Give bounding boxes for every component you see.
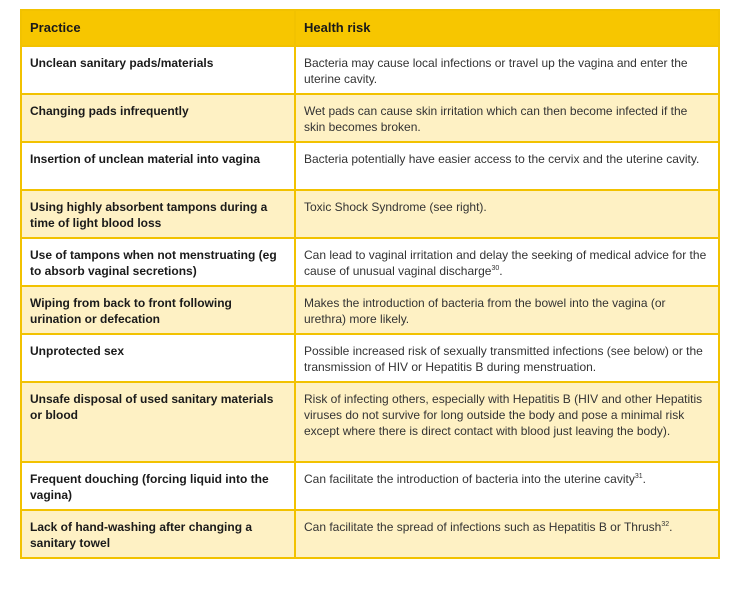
health-risk-text: Risk of infecting others, especially with Hepatitis B (HIV and other Hepatitis viruses do not survive for long outside the body and pose a minimal risk except where there is direct contact with blood just leaving the body). xyxy=(304,392,703,438)
practice-cell: Wiping from back to front following urination or defecation xyxy=(21,286,295,334)
reference-number: 30 xyxy=(491,265,500,272)
health-risk-cell xyxy=(295,382,719,462)
table-row xyxy=(21,142,719,190)
health-risk-cell xyxy=(295,334,719,382)
practice-cell: Unsafe disposal of used sanitary materials or blood xyxy=(21,382,295,462)
practice-cell: Unprotected sex xyxy=(21,334,295,382)
practice-cell: Insertion of unclean material into vagina xyxy=(21,142,295,190)
health-risk-cell xyxy=(295,462,719,510)
health-risk-cell xyxy=(295,238,719,286)
health-risk-text: Can facilitate the spread of infections such as Hepatitis B or Thrush xyxy=(304,520,662,534)
health-risk-cell xyxy=(295,142,719,190)
health-risk-text: Bacteria potentially have easier access to the cervix and the uterine cavity. xyxy=(304,152,700,166)
health-risk-cell xyxy=(295,190,719,238)
health-risk-text: Wet pads can cause skin irritation which can then become infected if the skin becomes broken. xyxy=(304,104,688,134)
table-row xyxy=(21,238,719,286)
practice-cell: Changing pads infrequently xyxy=(21,94,295,142)
health-risk-cell xyxy=(295,46,719,94)
table-row xyxy=(21,286,719,334)
table-row xyxy=(21,190,719,238)
health-risk-text: Can facilitate the introduction of bacteria into the uterine cavity xyxy=(304,472,635,486)
table-row xyxy=(21,46,719,94)
health-risk-text: Makes the introduction of bacteria from the bowel into the vagina (or urethra) more likely. xyxy=(304,296,666,326)
practice-cell: Using highly absorbent tampons during a time of light blood loss xyxy=(21,190,295,238)
practice-cell: Use of tampons when not menstruating (eg to absorb vaginal secretions) xyxy=(21,238,295,286)
health-risk-text: Bacteria may cause local infections or travel up the vagina and enter the uterine cavity. xyxy=(304,56,688,86)
trailing-punctuation: . xyxy=(642,472,646,486)
health-risk-table xyxy=(20,9,720,559)
reference-number: 32 xyxy=(661,521,670,528)
reference-number: 31 xyxy=(634,473,643,480)
health-risk-cell xyxy=(295,510,719,558)
table-row xyxy=(21,462,719,510)
practice-cell: Frequent douching (forcing liquid into the vagina) xyxy=(21,462,295,510)
health-risk-text: Can lead to vaginal irritation and delay the seeking of medical advice for the cause of unusual vaginal discharge xyxy=(304,248,707,278)
table-row xyxy=(21,382,719,462)
table-row xyxy=(21,510,719,558)
table-row xyxy=(21,94,719,142)
health-risk-cell xyxy=(295,94,719,142)
table-body xyxy=(21,46,719,558)
practice-cell: Unclean sanitary pads/materials xyxy=(21,46,295,94)
health-risk-cell xyxy=(295,286,719,334)
table-header-row xyxy=(21,10,719,46)
table-row xyxy=(21,334,719,382)
header-health-risk: Health risk xyxy=(295,10,719,46)
header-practice: Practice xyxy=(21,10,295,46)
health-risk-text: Possible increased risk of sexually transmitted infections (see below) or the transmission of HIV or Hepatitis B during menstruation. xyxy=(304,344,703,374)
trailing-punctuation: . xyxy=(669,520,673,534)
trailing-punctuation: . xyxy=(499,264,503,278)
health-risk-text: Toxic Shock Syndrome (see right). xyxy=(304,200,487,214)
practice-cell: Lack of hand-washing after changing a sanitary towel xyxy=(21,510,295,558)
